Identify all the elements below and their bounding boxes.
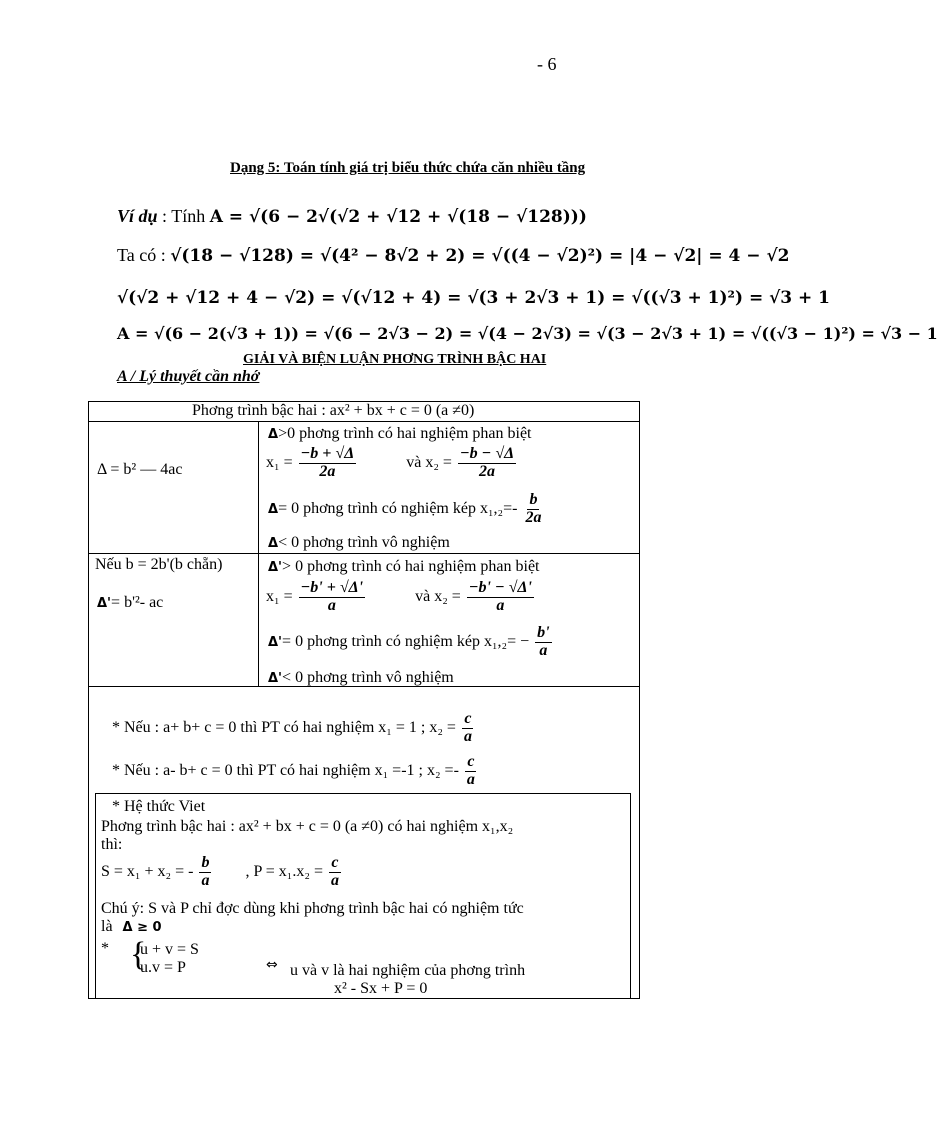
table-divider [88,553,640,554]
discriminant-condition: Δ ≥ 0 [122,920,162,935]
section-heading: Dạng 5: Toán tính giá trị biểu thức chứa căn nhiều tầng [230,160,586,176]
table-header: Phơng trình bậc hai : ax² + bx + c = 0 (a ≠0) [192,402,475,419]
x2-fraction: $\frac{-b' - √\Delta'}{a}$ [468,579,532,614]
sum-fraction: $\frac{b}{a}$ [201,854,210,889]
row1-case-negative [268,534,450,552]
product-fraction: $\frac{c}{a}$ [330,854,339,889]
equivalence-icon: ⇔ [266,957,278,973]
case-text: = 0 phơng trình có nghiệm kép x₁,₂= − [282,632,530,650]
subsection-title: A / Lý thuyết cần nhớ [117,368,260,385]
page-number: - 6 [537,54,557,74]
note-fraction: $\frac{c}{a}$ [463,710,472,745]
row1-case-zero [268,492,545,527]
row1-roots [266,446,518,481]
viet-note-2 [101,918,162,936]
viet-title: * Hệ thức Viet [112,798,206,815]
case-text: >0 phơng trình có hai nghiệm phan biệt [278,425,532,442]
case-text: < 0 phơng trình vô nghiệm [282,669,454,686]
taco-eq-2: √(√2 + √12 + 4 − √2) = √(√12 + 4) = √(3 + 2√3 + 1) = √((√3 + 1)²) = √3 + 1 [117,288,831,308]
note-alt-sum-zero [112,754,479,789]
delta-prime-symbol: Δ' [268,560,283,575]
row2-case-positive [268,558,539,576]
note-text: * Nếu : a+ b+ c = 0 thì PT có hai nghiệm x₁ = 1 ; x₂ = [112,718,456,736]
table-divider [88,421,640,422]
taco-line-2 [117,287,830,308]
example-colon: : Tính [162,206,206,226]
delta-symbol: Δ [268,427,279,442]
example-label: Ví dụ [117,206,158,226]
x1-fraction: $\frac{-b' + √\Delta'}{a}$ [300,579,364,614]
taco-eq-1: √(18 − √128) = √(4² − 8√2 + 2) = √((4 − √2)²) = |4 − √2| = 4 − √2 [170,246,790,266]
taco-line-1 [117,245,789,266]
row2-roots [266,580,536,615]
double-root-fraction: $\frac{b}{2a}$ [525,491,542,526]
x2-label: và x₂ = [415,587,461,605]
x1-fraction: $\frac{-b + √\Delta}{2a}$ [300,445,355,480]
case-text: > 0 phơng trình có hai nghiệm phan biệt [282,558,540,575]
case-text: = 0 phơng trình có nghiệm kép x₁,₂=- [278,499,518,517]
x1-label: x₁ = [266,453,293,471]
system-eq-1: u + v = S [140,941,199,958]
x2-label: và x₂ = [406,453,452,471]
viet-line-2: thì: [101,836,123,853]
viet-sum-product [101,855,343,890]
x2-fraction: $\frac{-b - √\Delta}{2a}$ [459,445,515,480]
delta-symbol: Δ [268,501,279,517]
expression-A: A = √(6 − 2√(√2 + √12 + √(18 − √128))) [209,207,587,227]
system-brace: { [130,936,147,973]
note-fraction: $\frac{c}{a}$ [466,753,475,788]
taco-label: Ta có : [117,245,166,265]
sum-label: S = x₁ + x₂ = - [101,862,194,880]
double-root-fraction: $\frac{b'}{a}$ [537,624,550,659]
note-text: * Nếu : a- b+ c = 0 thì PT có hai nghiệm x₁ =-1 ; x₂ =- [112,761,459,779]
table-divider [258,421,259,686]
delta-prime-formula [97,594,163,612]
taco-eq-3: A = √(6 − 2(√3 + 1)) = √(6 − 2√3 − 2) = √(4 − 2√3) = √(3 − 2√3 + 1) = √((√3 − 1)²) = √3 − 1 [117,324,938,343]
x1-label: x₁ = [266,587,293,605]
delta-prime-symbol: Δ' [268,671,283,686]
taco-line-3 [117,323,938,344]
half-b-condition: Nếu b = 2b'(b chẵn) [95,556,223,573]
note-text: là [101,918,113,935]
viet-note-1: Chú ý: S và P chỉ đợc dùng khi phơng trình bậc hai có nghiệm tức [101,900,524,917]
delta-symbol: Δ [268,536,279,551]
viet-conclusion: u và v là hai nghiệm của phơng trình [290,962,526,979]
note-sum-zero [112,711,476,746]
case-text: < 0 phơng trình vô nghiệm [278,534,450,551]
system-eq-2: u.v = P [140,959,186,976]
delta-prime-symbol: Δ' [97,596,112,611]
chapter-title: GIẢI VÀ BIỆN LUẬN PHƠNG TRÌNH BẬC HAI [243,352,547,367]
row2-case-zero [268,625,554,660]
delta-prime-symbol: Δ' [268,634,283,650]
viet-star: * [101,940,109,957]
viet-equation: x² - Sx + P = 0 [334,980,428,997]
product-label: , P = x₁.x₂ = [245,862,323,880]
formula-text: = b'²- ac [111,594,164,611]
row2-case-negative [268,669,454,687]
viet-line-1: Phơng trình bậc hai : ax² + bx + c = 0 (a ≠0) có hai nghiệm x₁,x₂ [101,818,514,835]
delta-formula: Δ = b² — 4ac [97,461,183,478]
row1-case-positive [268,425,532,443]
example-line [117,206,587,227]
